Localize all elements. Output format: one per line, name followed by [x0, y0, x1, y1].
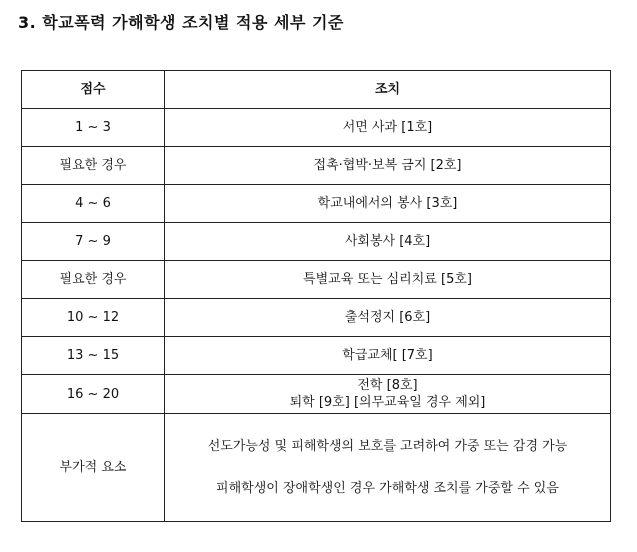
score-cell: 필요한 경우 — [22, 147, 165, 185]
extra-factor-line: 선도가능성 및 피해학생의 보호를 고려하여 가중 또는 감경 가능 — [207, 438, 568, 454]
extra-factor-line: 피해학생이 장애학생인 경우 가해학생 조치를 가중할 수 있음 — [216, 480, 559, 496]
table-row — [22, 223, 611, 261]
score-cell: 7 ~ 9 — [22, 223, 165, 261]
page-title: 3. 학교폭력 가해학생 조치별 적용 세부 기준 — [18, 13, 344, 32]
score-cell: 16 ~ 20 — [22, 375, 165, 414]
measure-cell: 학교내에서의 봉사 [3호] — [165, 185, 611, 223]
measure-cell: 학급교체[ [7호] — [165, 337, 611, 375]
score-cell: 필요한 경우 — [22, 261, 165, 299]
score-cell: 1 ~ 3 — [22, 109, 165, 147]
table-row — [22, 261, 611, 299]
table-row — [22, 337, 611, 375]
measure-cell: 접촉·협박·보복 금지 [2호] — [165, 147, 611, 185]
score-column-header: 점수 — [22, 71, 165, 109]
score-cell: 4 ~ 6 — [22, 185, 165, 223]
table-row — [22, 375, 611, 414]
measure-line: 전학 [8호] — [357, 378, 418, 393]
table-header-row — [22, 71, 611, 109]
measures-table — [21, 70, 611, 522]
table-row — [22, 109, 611, 147]
table-row — [22, 147, 611, 185]
table-row-extra-factors — [22, 414, 611, 522]
measure-cell: 서면 사과 [1호] — [165, 109, 611, 147]
measure-cell: 사회봉사 [4호] — [165, 223, 611, 261]
measure-cell — [165, 375, 611, 414]
extra-factors-label: 부가적 요소 — [22, 414, 165, 522]
measure-line: 퇴학 [9호] [의무교육일 경우 제외] — [289, 395, 486, 410]
measure-cell: 출석정지 [6호] — [165, 299, 611, 337]
table-row — [22, 299, 611, 337]
extra-factors-cell — [165, 414, 611, 522]
score-cell: 10 ~ 12 — [22, 299, 165, 337]
table-row — [22, 185, 611, 223]
measure-cell: 특별교육 또는 심리치료 [5호] — [165, 261, 611, 299]
measure-column-header: 조치 — [165, 71, 611, 109]
score-cell: 13 ~ 15 — [22, 337, 165, 375]
